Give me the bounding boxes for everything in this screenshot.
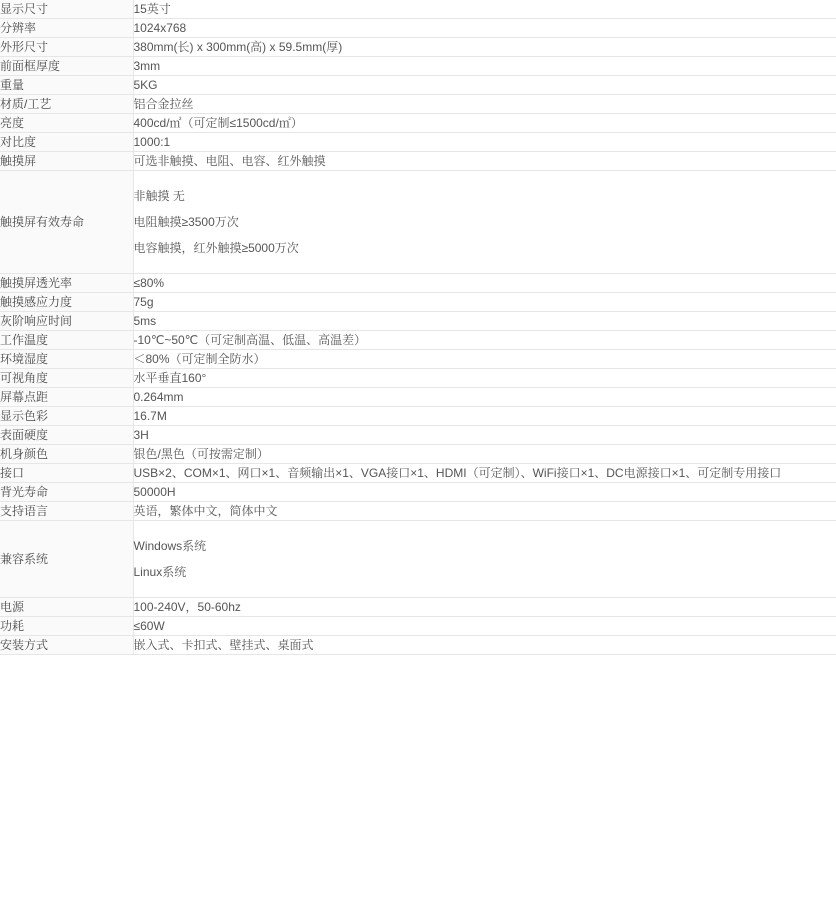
spec-value — [133, 331, 836, 350]
spec-value-line: 英语，繁体中文，简体中文 — [133, 504, 278, 518]
spec-value-line: 水平垂直160° — [133, 371, 207, 385]
table-row — [0, 312, 836, 331]
spec-value-line: 电容触摸，红外触摸≥5000万次 — [133, 241, 299, 255]
spec-value — [133, 312, 836, 331]
spec-value — [133, 350, 836, 369]
spec-value — [133, 445, 836, 464]
spec-value — [133, 369, 836, 388]
spec-value-line: ＜80%（可定制全防水） — [133, 352, 266, 366]
spec-value-line: 非触摸 无 — [133, 189, 185, 203]
spec-value-line: 3H — [133, 428, 149, 442]
spec-value-line: 400cd/㎡（可定制≤1500cd/㎡） — [133, 116, 303, 130]
table-row — [0, 293, 836, 312]
table-row — [0, 502, 836, 521]
table-row — [0, 171, 836, 274]
spec-value — [133, 636, 836, 655]
spec-value — [133, 464, 836, 483]
table-row — [0, 57, 836, 76]
spec-value-line: 5ms — [133, 314, 157, 328]
spec-label: 电源 — [0, 598, 133, 617]
table-row — [0, 133, 836, 152]
spec-label: 触摸屏有效寿命 — [0, 171, 133, 274]
table-row — [0, 114, 836, 133]
spec-label: 工作温度 — [0, 331, 133, 350]
table-row — [0, 38, 836, 57]
spec-value — [133, 19, 836, 38]
spec-label: 机身颜色 — [0, 445, 133, 464]
spec-label: 对比度 — [0, 133, 133, 152]
spec-value — [133, 426, 836, 445]
table-row — [0, 152, 836, 171]
spec-label: 触摸屏透光率 — [0, 274, 133, 293]
spec-label: 功耗 — [0, 617, 133, 636]
spec-label: 灰阶响应时间 — [0, 312, 133, 331]
table-row — [0, 331, 836, 350]
spec-label: 外形尺寸 — [0, 38, 133, 57]
spec-value-line: 16.7M — [133, 409, 167, 423]
spec-label: 环境湿度 — [0, 350, 133, 369]
table-row — [0, 407, 836, 426]
spec-label: 亮度 — [0, 114, 133, 133]
spec-value — [133, 133, 836, 152]
spec-value — [133, 0, 836, 19]
spec-label: 分辨率 — [0, 19, 133, 38]
spec-value-line: ≤80% — [133, 276, 165, 290]
table-row — [0, 426, 836, 445]
spec-label: 接口 — [0, 464, 133, 483]
spec-value-line: USB×2、COM×1、网口×1、音频输出×1、VGA接口×1、HDMI（可定制）、WiFi接口×1、DC电源接口×1、可定制专用接口 — [133, 466, 782, 480]
spec-label: 表面硬度 — [0, 426, 133, 445]
table-row — [0, 521, 836, 598]
spec-value — [133, 521, 836, 598]
spec-value — [133, 274, 836, 293]
table-row — [0, 0, 836, 19]
spec-label: 安装方式 — [0, 636, 133, 655]
spec-value-line: 嵌入式、卡扣式、壁挂式、桌面式 — [133, 638, 314, 652]
spec-value-line: 铝合金拉丝 — [133, 97, 194, 111]
table-row — [0, 445, 836, 464]
spec-label: 背光寿命 — [0, 483, 133, 502]
spec-label: 重量 — [0, 76, 133, 95]
spec-value — [133, 95, 836, 114]
spec-value — [133, 483, 836, 502]
spec-value-line: 银色/黑色（可按需定制） — [133, 447, 269, 461]
spec-value — [133, 57, 836, 76]
spec-value — [133, 171, 836, 274]
spec-label: 显示色彩 — [0, 407, 133, 426]
spec-value-line: 75g — [133, 295, 154, 309]
spec-value — [133, 407, 836, 426]
spec-value-line: -10℃~50℃（可定制高温、低温、高温差） — [133, 333, 367, 347]
spec-label: 触摸屏 — [0, 152, 133, 171]
table-row — [0, 350, 836, 369]
spec-value — [133, 617, 836, 636]
table-row — [0, 617, 836, 636]
spec-value — [133, 388, 836, 407]
spec-value-line: 3mm — [133, 59, 161, 73]
spec-value-line: 1024x768 — [133, 21, 187, 35]
spec-value-line: 电阻触摸≥3500万次 — [133, 215, 239, 229]
spec-value-line: 5KG — [133, 78, 158, 92]
spec-label: 前面框厚度 — [0, 57, 133, 76]
table-row — [0, 598, 836, 617]
spec-value-line: 1000:1 — [133, 135, 171, 149]
spec-value — [133, 76, 836, 95]
table-row — [0, 274, 836, 293]
table-row — [0, 369, 836, 388]
spec-value-line: 15英寸 — [133, 2, 171, 16]
table-row — [0, 388, 836, 407]
table-row — [0, 19, 836, 38]
spec-value-line: 0.264mm — [133, 390, 184, 404]
table-row — [0, 636, 836, 655]
spec-value-line: 50000H — [133, 485, 176, 499]
table-row — [0, 464, 836, 483]
spec-label: 材质/工艺 — [0, 95, 133, 114]
spec-value — [133, 293, 836, 312]
spec-label: 触摸感应力度 — [0, 293, 133, 312]
spec-label: 兼容系统 — [0, 521, 133, 598]
table-row — [0, 483, 836, 502]
table-row — [0, 95, 836, 114]
spec-value-line: 380mm(长) x 300mm(高) x 59.5mm(厚) — [133, 40, 343, 54]
spec-value — [133, 114, 836, 133]
spec-label: 显示尺寸 — [0, 0, 133, 19]
spec-value — [133, 598, 836, 617]
spec-value-line: Linux系统 — [133, 565, 187, 579]
spec-value — [133, 152, 836, 171]
spec-value-line: 100-240V，50-60hz — [133, 600, 241, 614]
spec-value-line: 可选非触摸、电阻、电容、红外触摸 — [133, 154, 326, 168]
spec-label: 屏幕点距 — [0, 388, 133, 407]
spec-value — [133, 38, 836, 57]
spec-value — [133, 502, 836, 521]
table-row — [0, 76, 836, 95]
spec-label: 支持语言 — [0, 502, 133, 521]
spec-label: 可视角度 — [0, 369, 133, 388]
spec-value-line: ≤60W — [133, 619, 165, 633]
spec-value-line: Windows系统 — [133, 539, 207, 553]
